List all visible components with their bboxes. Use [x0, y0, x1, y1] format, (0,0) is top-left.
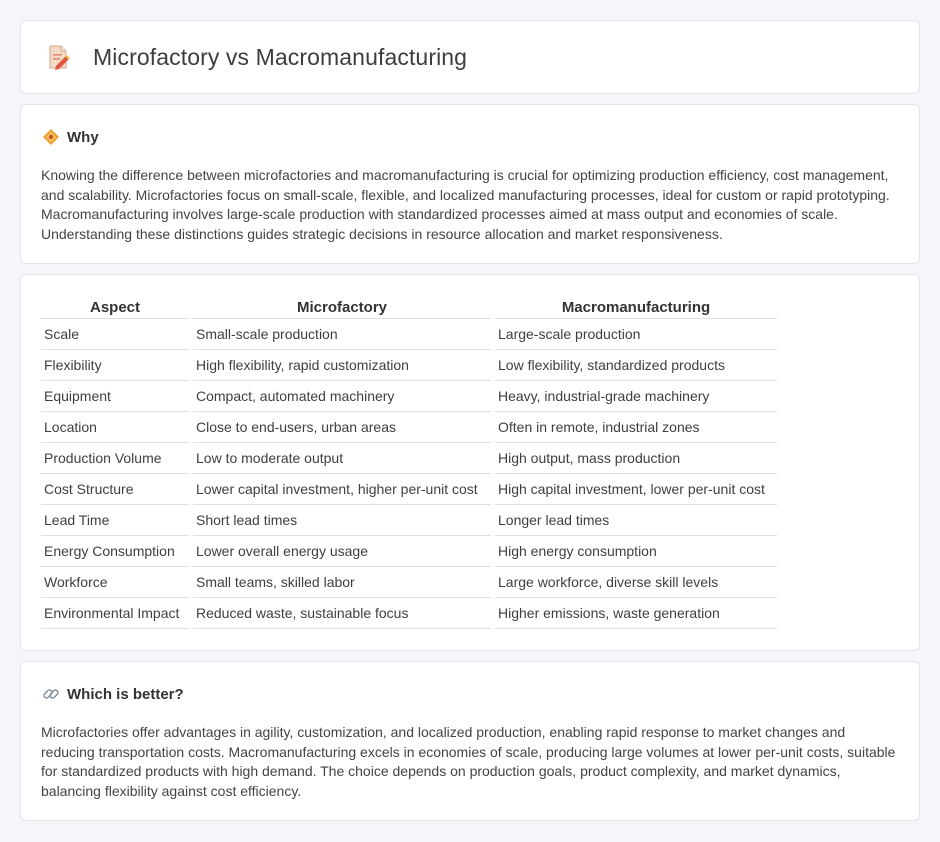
cell-aspect: Flexibility: [41, 350, 189, 381]
header-aspect: Aspect: [41, 295, 189, 319]
cell-macromanufacturing: Large-scale production: [495, 319, 777, 350]
link-icon: [41, 684, 61, 704]
table-row: [41, 536, 777, 567]
cell-aspect: Energy Consumption: [41, 536, 189, 567]
cell-microfactory: Small-scale production: [193, 319, 491, 350]
cell-microfactory: Compact, automated machinery: [193, 381, 491, 412]
better-paragraph: Microfactories offer advantages in agility, customization, and localized production, enabling rapid response to market changes and reducing transportation costs. Macromanufacturing excels in economies of scale, producing large volumes at lower per-unit costs, suitable for standardized products with high demand. The choice depends on production goals, product complexity, and market dynamics, balancing flexibility against cost efficiency.: [41, 724, 896, 799]
better-heading: [41, 684, 899, 704]
diamond-hand-icon: [41, 127, 61, 147]
cell-microfactory: Lower capital investment, higher per-unit cost: [193, 474, 491, 505]
cell-aspect: Environmental Impact: [41, 598, 189, 629]
table-row: [41, 598, 777, 629]
cell-aspect: Equipment: [41, 381, 189, 412]
cell-macromanufacturing: Low flexibility, standardized products: [495, 350, 777, 381]
table-row: [41, 350, 777, 381]
cell-microfactory: Lower overall energy usage: [193, 536, 491, 567]
cell-microfactory: High flexibility, rapid customization: [193, 350, 491, 381]
cell-macromanufacturing: Often in remote, industrial zones: [495, 412, 777, 443]
cell-aspect: Workforce: [41, 567, 189, 598]
cell-macromanufacturing: High energy consumption: [495, 536, 777, 567]
cell-macromanufacturing: Large workforce, diverse skill levels: [495, 567, 777, 598]
cell-macromanufacturing: High capital investment, lower per-unit cost: [495, 474, 777, 505]
table-row: [41, 474, 777, 505]
cell-aspect: Cost Structure: [41, 474, 189, 505]
header-macromanufacturing: Macromanufacturing: [495, 295, 777, 319]
comparison-section: [20, 274, 920, 651]
document-pencil-icon: [47, 44, 71, 70]
table-row: [41, 412, 777, 443]
page-title: Microfactory vs Macromanufacturing: [93, 43, 468, 70]
cell-aspect: Lead Time: [41, 505, 189, 536]
cell-microfactory: Reduced waste, sustainable focus: [193, 598, 491, 629]
which-is-better-section: [20, 661, 920, 821]
header-microfactory: Microfactory: [193, 295, 491, 319]
table-row: [41, 381, 777, 412]
comparison-table: [37, 295, 781, 629]
cell-aspect: Production Volume: [41, 443, 189, 474]
header-card: [20, 20, 920, 94]
cell-microfactory: Short lead times: [193, 505, 491, 536]
cell-aspect: Location: [41, 412, 189, 443]
cell-macromanufacturing: Longer lead times: [495, 505, 777, 536]
cell-aspect: Scale: [41, 319, 189, 350]
cell-macromanufacturing: High output, mass production: [495, 443, 777, 474]
why-paragraph: Knowing the difference between microfactories and macromanufacturing is crucial for optimizing production efficiency, cost management, and scalability. Microfactories focus on small-scale, flexible, and localized manufacturing processes, ideal for custom or rapid prototyping. Macromanufacturing involves large-scale production with standardized processes aimed at mass output and economies of scale. Understanding these distinctions guides strategic decisions in resource allocation and market responsiveness.: [41, 167, 890, 242]
cell-microfactory: Close to end-users, urban areas: [193, 412, 491, 443]
why-heading: [41, 127, 899, 147]
table-row: [41, 505, 777, 536]
table-row: [41, 319, 777, 350]
table-row: [41, 567, 777, 598]
why-title: Why: [67, 128, 99, 146]
table-header-row: [41, 295, 777, 319]
why-section: [20, 104, 920, 264]
cell-microfactory: Small teams, skilled labor: [193, 567, 491, 598]
table-row: [41, 443, 777, 474]
better-title: Which is better?: [67, 685, 184, 703]
cell-macromanufacturing: Higher emissions, waste generation: [495, 598, 777, 629]
cell-microfactory: Low to moderate output: [193, 443, 491, 474]
cell-macromanufacturing: Heavy, industrial-grade machinery: [495, 381, 777, 412]
